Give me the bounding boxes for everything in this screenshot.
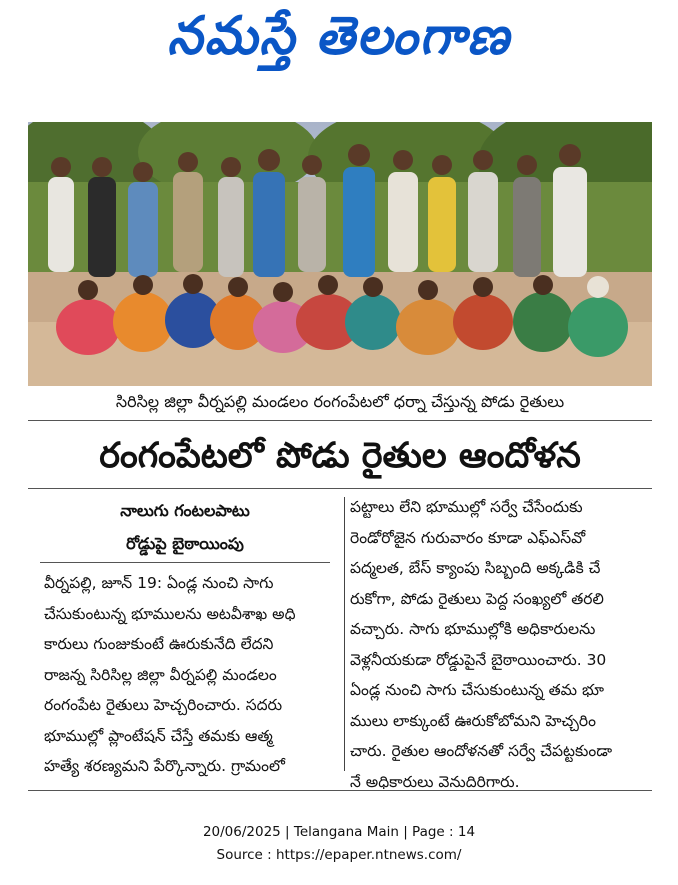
article-line: కారులు గుంజుకుంటే ఊరుకునేది లేదని <box>44 635 274 653</box>
photo-caption: సిరిసిల్ల జిల్లా వీర్నపల్లి మండలం రంగంపేటలో ధర్నా చేస్తున్న పోడు రైతులు <box>115 392 565 411</box>
footer-source-line: Source : https://epaper.ntnews.com/ <box>216 847 462 863</box>
masthead-title: నమస్తే తెలంగాణ <box>167 4 511 66</box>
subhead-2: రోడ్డుపై బైఠాయింపు <box>126 534 244 553</box>
divider-top <box>28 420 652 421</box>
article-line: ములు లాక్కుంటే ఊరుకోబోమని హెచ్చరిం <box>350 711 596 730</box>
footer-date-line: 20/06/2025 | Telangana Main | Page : 14 <box>202 824 476 840</box>
article-line: పద్మలత, బేస్ క్యాంపు సిబ్బంది అక్కడికి చే <box>350 559 601 577</box>
article-line: హత్యే శరణ్యమని పేర్కొన్నారు. గ్రామంలో <box>44 757 285 775</box>
subhead-1: నాలుగు గంటలపాటు <box>120 501 250 520</box>
article-line: వీర్నపల్లి, జూన్ 19: ఏండ్ల నుంచి సాగు <box>44 574 274 592</box>
divider-bottom <box>28 790 652 791</box>
article-line: రంగంపేట రైతులు హెచ్చరించారు. సదరు <box>44 696 283 714</box>
article-line: పట్టాలు లేని భూముల్లో సర్వే చేసేందుకు <box>350 498 583 516</box>
article-line: చేసుకుంటున్న భూములను అటవీశాఖ అధి <box>44 604 296 623</box>
article-line: వచ్చారు. సాగు భూముల్లోకి అధికారులను <box>350 620 596 638</box>
headline: రంగంపేటలో పోడు రైతుల ఆందోళన <box>99 436 581 476</box>
divider-headline <box>28 488 652 489</box>
article-line: రాజన్న సిరిసిల్ల జిల్లా వీర్నపల్లి మండలం <box>44 665 277 684</box>
article-left-column <box>44 568 340 782</box>
protest-photo-illustration <box>28 122 652 386</box>
masthead <box>0 6 678 78</box>
article-line: చారు. రైతుల ఆందోళనతో సర్వే చేపట్టకుండా <box>350 742 613 760</box>
article-line: రుకోగా, పోడు రైతులు పెద్ద సంఖ్యలో తరలి <box>350 589 604 608</box>
column-divider <box>344 497 345 771</box>
article-line: వెళ్లనీయకుడా రోడ్డుపైనే బైఠాయించారు. 30 <box>350 650 607 669</box>
article-right-column <box>350 492 650 797</box>
news-photo <box>28 122 652 386</box>
article-line: భూముల్లో ప్లాంటేషన్ చేస్తే తమకు ఆత్మ <box>44 726 273 745</box>
subhead-rule <box>40 562 330 563</box>
article-line: నే అధికారులు వెనుదిరిగారు. <box>350 772 520 791</box>
article-line: ఏండ్ల నుంచి సాగు చేసుకుంటున్న తమ భూ <box>350 681 604 699</box>
article-line: రెండోరోజైన గురువారం కూడా ఎఫ్‌ఎస్‌వో <box>350 528 586 547</box>
